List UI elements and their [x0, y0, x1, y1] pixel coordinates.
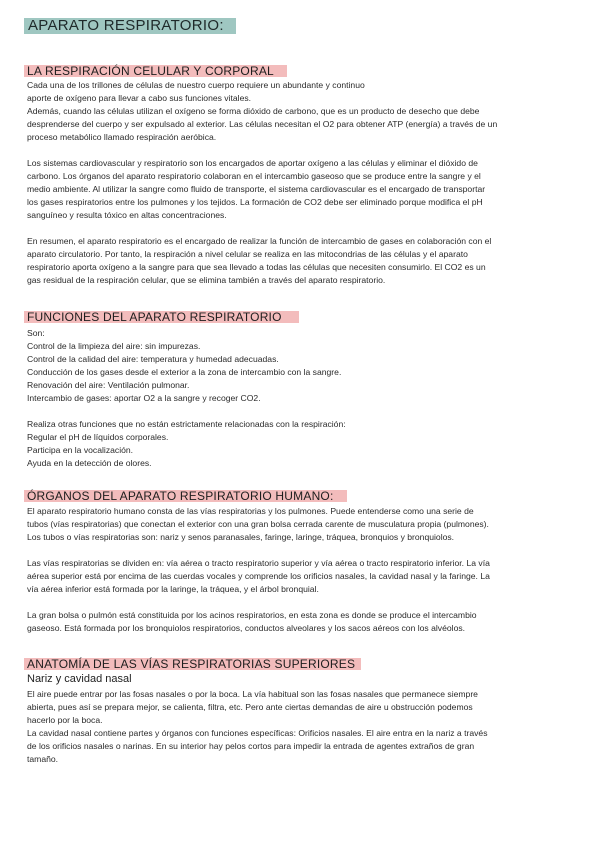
paragraph-line: abierta, pues así se prepara mejor, se calienta, filtra, etc. Pero ante ciertas demandas de aire u obstrucción podemos [27, 702, 473, 712]
section-body-organos [27, 505, 572, 635]
paragraph-line: Los tubos o vías respiratorias son: nariz y senos paranasales, faringe, laringe, tráquea, bronquios y bronquiolos. [27, 532, 455, 542]
paragraph-line: sanguíneo y resulta tóxico en altas concentraciones. [27, 210, 227, 220]
paragraph-line: los gases respiratorios entre los pulmones y los tejidos. La formación de CO2 debe ser eliminado porque modifica el pH [27, 197, 483, 207]
paragraph-line: gas residual de la respiración celular, que se elimina también a través del aparato respiratorio. [27, 275, 386, 285]
section-heading-respiracion: LA RESPIRACIÓN CELULAR Y CORPORAL [24, 65, 287, 77]
list-item: Ayuda en la detección de olores. [27, 458, 152, 468]
section-heading-anatomia: ANATOMÍA DE LAS VÍAS RESPIRATORIAS SUPERIORES [24, 658, 361, 670]
paragraph-line: carbono. Los órganos del aparato respiratorio colaboran en el intercambio gaseoso que se produce entre la sangre y el [27, 171, 481, 181]
paragraph-line: El aire puede entrar por las fosas nasales o por la boca. La vía habitual son las fosas nasales que permanece siempre [27, 689, 478, 699]
section-body-respiracion [27, 79, 572, 287]
section-heading-funciones: FUNCIONES DEL APARATO RESPIRATORIO [24, 311, 299, 323]
paragraph-line: Cada una de los trillones de células de nuestro cuerpo requiere un abundante y continuo [27, 80, 365, 90]
section-body-funciones [27, 327, 572, 470]
page-title: APARATO RESPIRATORIO: [24, 18, 236, 34]
paragraph-line: respiratorio aporta oxígeno a la sangre para que sea llevado a todas las células que necesiten consumirlo. El CO2 es un [27, 262, 486, 272]
paragraph-line: En resumen, el aparato respiratorio es el encargado de realizar la función de intercambio de gases en colaboración con el [27, 236, 492, 246]
list-item: Renovación del aire: Ventilación pulmonar. [27, 380, 190, 390]
blank-line [27, 144, 572, 157]
paragraph-line: Las vías respiratorias se dividen en: vía aérea o tracto respiratorio superior y vía aérea o tracto respiratorio inferior. La vía [27, 558, 490, 568]
section-body-anatomia [27, 688, 572, 766]
paragraph-line: La cavidad nasal contiene partes y órganos con funciones específicas: Orificios nasales. El aire entra en la nariz a través [27, 728, 488, 738]
paragraph-line: aparato circulatorio. Por tanto, la respiración a nivel celular se realiza en las mitocondrias de las células y el aparato [27, 249, 468, 259]
paragraph-line: El aparato respiratorio humano consta de las vías respiratorias y los pulmones. Puede entenderse como una serie de [27, 506, 474, 516]
paragraph-line: medio ambiente. Al utilizar la sangre como fluido de transporte, el sistema cardiovascular es el encargado de transportar [27, 184, 486, 194]
list-item: Regular el pH de líquidos corporales. [27, 432, 169, 442]
paragraph-line: vía aérea inferior está formada por la laringe, la tráquea, y el árbol bronquial. [27, 584, 319, 594]
paragraph-line: aérea superior está por encima de las cuerdas vocales y comprende los orificios nasales, la cavidad nasal y la faringe. La [27, 571, 490, 581]
blank-line [27, 405, 572, 418]
subsection-title: Nariz y cavidad nasal [27, 673, 132, 685]
list-item: Control de la calidad del aire: temperatura y humedad adecuadas. [27, 354, 279, 364]
blank-line [27, 544, 572, 557]
blank-line [27, 222, 572, 235]
paragraph-line: Son: [27, 328, 45, 338]
list-item: Participa en la vocalización. [27, 445, 134, 455]
paragraph-line: desprenderse del cuerpo y ser expulsado al exterior. Las células necesitan el O2 para obtener ATP (energía) a través de un [27, 119, 498, 129]
paragraph-line: hacerlo por la boca. [27, 715, 103, 725]
paragraph-line: Realiza otras funciones que no están estrictamente relacionadas con la respiración: [27, 419, 346, 429]
paragraph-line: tamaño. [27, 754, 59, 764]
paragraph-line: Además, cuando las células utilizan el oxígeno se forma dióxido de carbono, que es un producto de desecho que debe [27, 106, 480, 116]
paragraph-line: La gran bolsa o pulmón está constituida por los acinos respiratorios, en esta zona es donde se produce el intercambio [27, 610, 477, 620]
paragraph-line: Los sistemas cardiovascular y respiratorio son los encargados de aportar oxígeno a las células y eliminar el dióxido de [27, 158, 478, 168]
section-heading-organos: ÓRGANOS DEL APARATO RESPIRATORIO HUMANO: [24, 490, 347, 502]
list-item: Intercambio de gases: aportar O2 a la sangre y recoger CO2. [27, 393, 261, 403]
paragraph-line: aporte de oxígeno para llevar a cabo sus funciones vitales. [27, 93, 252, 103]
paragraph-line: tubos (vías respiratorias) que conectan el exterior con una gran bolsa cerrada carente de musculatura propia (pulmones). [27, 519, 489, 529]
blank-line [27, 596, 572, 609]
paragraph-line: de los orificios nasales o narinas. En su interior hay pelos cortos para impedir la entrada de agentes extraños de gran [27, 741, 475, 751]
paragraph-line: gaseoso. Está formada por los bronquiolos respiratorios, conductos alveolares y los sacos aéreos con los alvéolos. [27, 623, 466, 633]
list-item: Control de la limpieza del aire: sin impurezas. [27, 341, 201, 351]
paragraph-line: proceso metabólico llamado respiración aeróbica. [27, 132, 217, 142]
list-item: Conducción de los gases desde el exterior a la zona de intercambio con la sangre. [27, 367, 342, 377]
